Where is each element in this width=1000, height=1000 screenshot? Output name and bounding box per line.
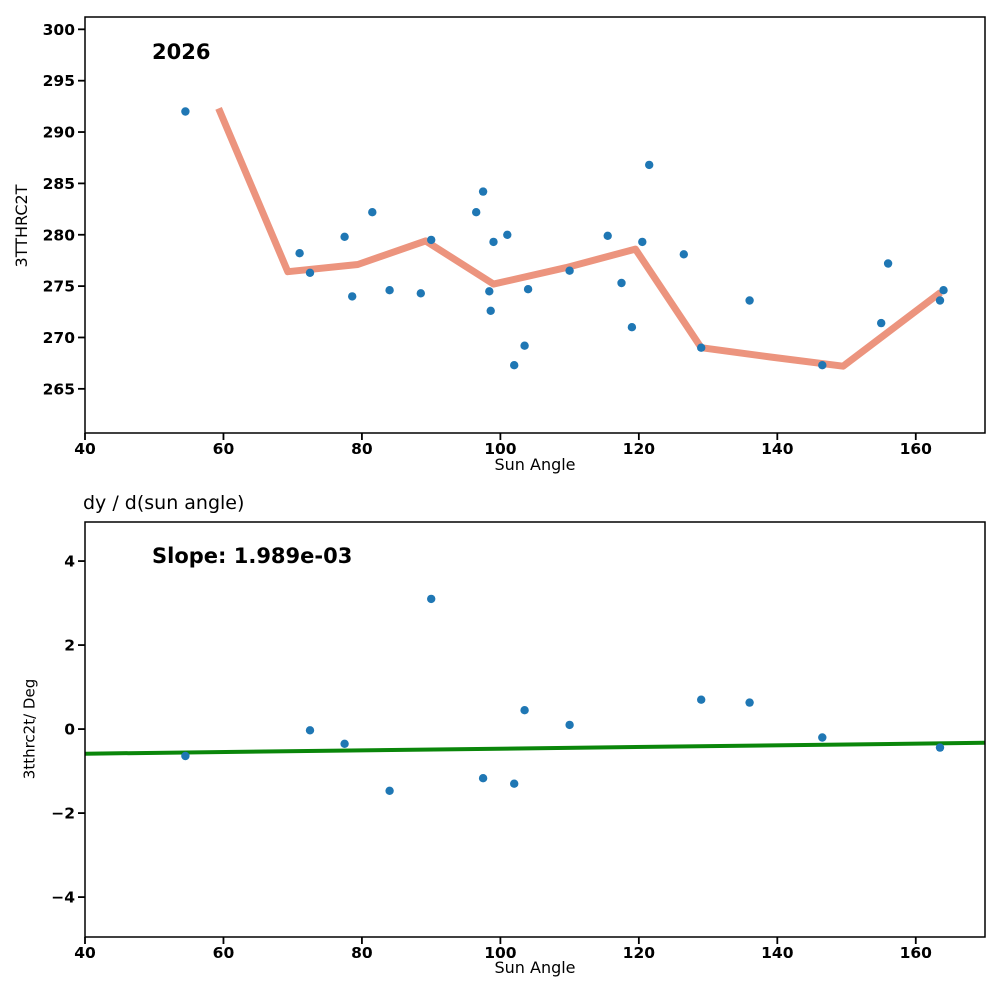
top-scatter-point xyxy=(487,307,495,315)
top-scatter-point xyxy=(417,289,425,297)
top-scatter-point xyxy=(368,208,376,216)
bottom-y-tick-label: −2 xyxy=(51,804,75,823)
bottom-plot-title: dy / d(sun angle) xyxy=(83,492,245,514)
top-scatter-point xyxy=(479,187,487,195)
top-scatter-point xyxy=(503,231,511,239)
trend-line-line xyxy=(85,743,985,754)
bottom-scatter-point xyxy=(697,696,705,704)
bottom-y-tick-label: 2 xyxy=(64,636,75,655)
top-x-tick-label: 100 xyxy=(484,440,517,458)
top-scatter-point xyxy=(628,323,636,331)
top-scatter-point xyxy=(565,267,573,275)
bottom-y-axis-label: 3tthrc2t/ Deg xyxy=(20,678,39,780)
top-scatter-point xyxy=(520,342,528,350)
top-scatter-point xyxy=(877,319,885,327)
bottom-scatter-point xyxy=(479,774,487,782)
top-scatter-point xyxy=(472,208,480,216)
top-y-tick-label: 265 xyxy=(42,380,75,399)
top-scatter-point xyxy=(295,249,303,257)
bottom-y-tick-label: −4 xyxy=(51,888,75,907)
bottom-x-axis-label: Sun Angle xyxy=(494,958,576,977)
top-scatter-point xyxy=(645,161,653,169)
bottom-x-tick-label: 140 xyxy=(761,944,794,962)
top-scatter-point xyxy=(884,259,892,267)
top-plot-border xyxy=(85,17,985,433)
bottom-scatter-point xyxy=(385,787,393,795)
top-x-tick-label: 160 xyxy=(899,440,932,458)
top-y-tick-label: 300 xyxy=(42,20,75,39)
bottom-plot xyxy=(51,522,985,962)
top-scatter-point xyxy=(604,232,612,240)
bottom-scatter-point xyxy=(181,752,189,760)
bottom-scatter-point xyxy=(818,733,826,741)
top-scatter-point xyxy=(680,250,688,258)
top-scatter-point xyxy=(745,296,753,304)
top-scatter-point xyxy=(340,233,348,241)
top-scatter-point xyxy=(306,269,314,277)
bottom-y-tick-label: 0 xyxy=(64,720,75,739)
top-y-tick-label: 270 xyxy=(42,328,75,347)
top-x-tick-label: 80 xyxy=(351,440,373,458)
bottom-scatter-point xyxy=(565,721,573,729)
top-scatter-point xyxy=(638,238,646,246)
top-y-tick-label: 290 xyxy=(42,123,75,142)
bottom-x-tick-label: 120 xyxy=(622,944,656,962)
top-scatter-point xyxy=(617,279,625,287)
top-scatter-point xyxy=(181,107,189,115)
bottom-x-tick-label: 40 xyxy=(74,944,96,962)
top-plot xyxy=(43,17,985,458)
bottom-scatter-point xyxy=(936,743,944,751)
bottom-x-tick-label: 80 xyxy=(351,944,373,962)
bottom-scatter-point xyxy=(520,706,528,714)
top-scatter-point xyxy=(485,287,493,295)
bottom-y-tick-label: 4 xyxy=(64,552,75,571)
top-scatter-point xyxy=(936,296,944,304)
bottom-scatter-point xyxy=(306,726,314,734)
bottom-scatter-point xyxy=(427,595,435,603)
bottom-x-tick-label: 160 xyxy=(899,944,932,962)
top-scatter-point xyxy=(427,236,435,244)
top-x-tick-label: 120 xyxy=(622,440,656,458)
top-scatter-point xyxy=(939,286,947,294)
top-scatter-point xyxy=(697,344,705,352)
top-x-tick-label: 40 xyxy=(74,440,96,458)
top-scatter-point xyxy=(348,292,356,300)
top-y-tick-label: 295 xyxy=(42,72,75,91)
top-scatter-point xyxy=(818,361,826,369)
bottom-scatter-point xyxy=(745,698,753,706)
top-y-axis-label: 3TTHRC2T xyxy=(12,184,31,268)
top-y-tick-label: 275 xyxy=(42,277,75,296)
top-scatter-point xyxy=(510,361,518,369)
rolling-mean-line xyxy=(219,108,941,366)
slope-annotation: Slope: 1.989e-03 xyxy=(152,544,353,568)
bottom-scatter-point xyxy=(510,780,518,788)
top-x-tick-label: 60 xyxy=(212,440,235,458)
bottom-x-tick-label: 60 xyxy=(212,944,235,962)
top-x-tick-label: 140 xyxy=(761,440,794,458)
top-scatter-point xyxy=(489,238,497,246)
bottom-x-tick-label: 100 xyxy=(484,944,517,962)
top-x-axis-label: Sun Angle xyxy=(494,455,576,474)
top-scatter-point xyxy=(524,285,532,293)
top-scatter-point xyxy=(385,286,393,294)
top-y-tick-label: 285 xyxy=(42,174,75,193)
bottom-scatter-point xyxy=(340,740,348,748)
bottom-plot-border xyxy=(85,522,985,937)
year-annotation: 2026 xyxy=(152,40,211,64)
top-y-tick-label: 280 xyxy=(42,226,75,245)
